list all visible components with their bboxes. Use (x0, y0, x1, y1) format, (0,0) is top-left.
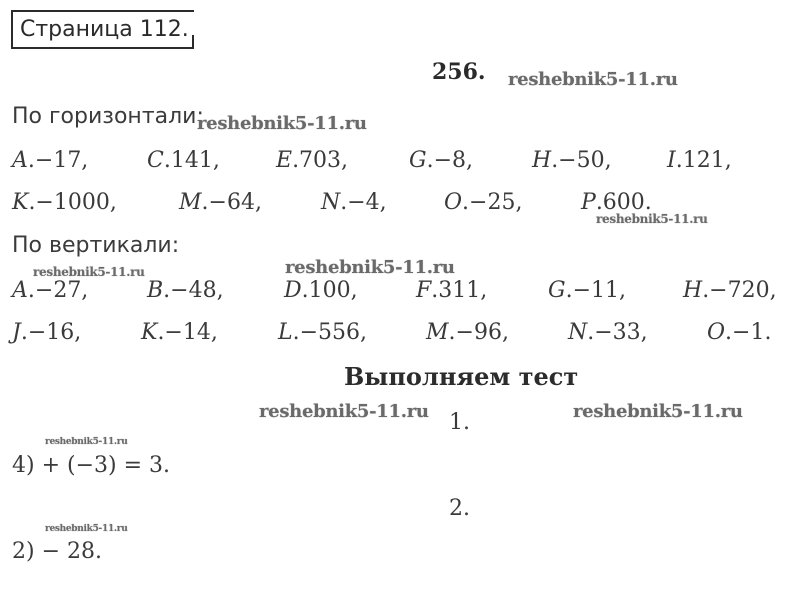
answer-item: A.−17, (12, 148, 89, 173)
answer-item: B.−48, (147, 278, 224, 303)
answer-item: L.−556, (278, 320, 368, 345)
watermark: reshebnik5-11.ru (596, 212, 708, 226)
answer-item: K.−1000, (12, 190, 117, 215)
answer-item: J.−16, (12, 320, 82, 345)
test-title: Выполняем тест (344, 362, 579, 391)
watermark: reshebnik5-11.ru (573, 401, 743, 422)
watermark: reshebnik5-11.ru (197, 113, 367, 134)
question-number-1: 1. (449, 410, 470, 435)
watermark: reshebnik5-11.ru (508, 69, 678, 90)
answer-item: P.600. (581, 190, 652, 215)
problem-number: 256. (432, 59, 486, 85)
answer-item: M.−96, (426, 320, 509, 345)
answer-item: G.−8, (409, 148, 473, 173)
answer-item: F.311, (416, 278, 488, 303)
answer-item: O.−1. (707, 320, 772, 345)
vertical-heading: По вертикали: (12, 233, 180, 258)
watermark: reshebnik5-11.ru (285, 257, 455, 278)
answer-item: C.141, (147, 148, 220, 173)
answer-item: N.−4, (321, 190, 387, 215)
answer-item: M.−64, (179, 190, 262, 215)
question-number-2: 2. (449, 496, 470, 521)
watermark: reshebnik5-11.ru (259, 401, 429, 422)
answer-item: G.−11, (548, 278, 626, 303)
answer-item: K.−14, (141, 320, 218, 345)
watermark: reshebnik5-11.ru (33, 265, 145, 279)
question-answer-1: 4) + (−3) = 3. (12, 453, 171, 478)
answer-item: N.−33, (568, 320, 648, 345)
answer-item: D.100, (284, 278, 358, 303)
answer-item: I.121, (667, 148, 732, 173)
answer-item: H.−720, (683, 278, 777, 303)
answer-item: E.703, (276, 148, 349, 173)
page-label: Страница 112. (11, 10, 194, 49)
watermark: reshebnik5-11.ru (45, 524, 128, 534)
answer-item: H.−50, (532, 148, 612, 173)
answer-item: A.−27, (12, 278, 89, 303)
question-answer-2: 2) − 28. (12, 539, 102, 564)
answer-item: O.−25, (444, 190, 523, 215)
horizontal-heading: По горизонтали: (12, 104, 204, 129)
watermark: reshebnik5-11.ru (45, 437, 128, 447)
